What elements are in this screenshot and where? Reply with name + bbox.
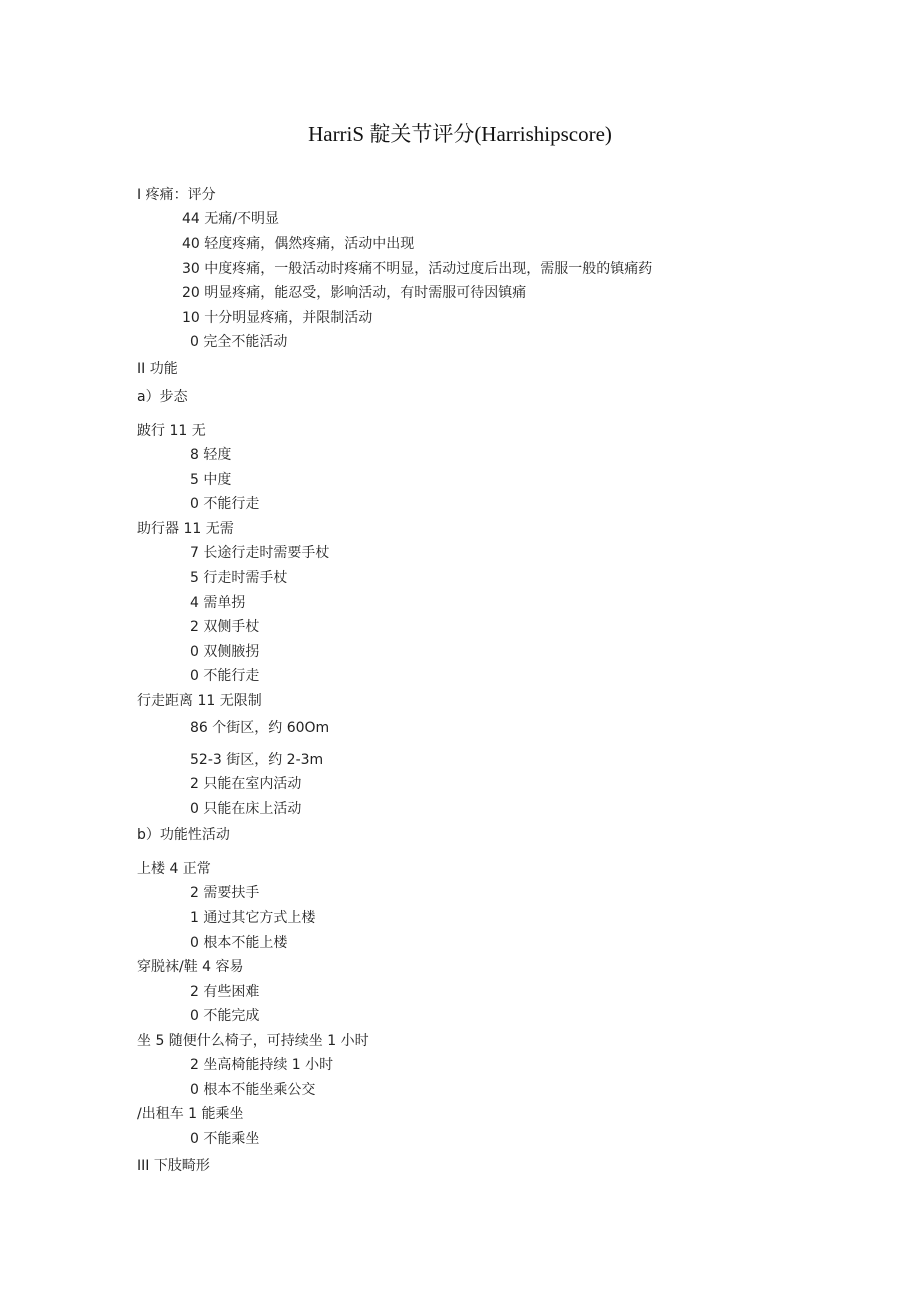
item-sitting: 坐 5 随便什么椅子，可持续坐 1 小时 bbox=[137, 1033, 369, 1049]
list-item: 0 只能在床上活动 bbox=[190, 801, 302, 817]
list-item: 7 长途行走时需要手杖 bbox=[190, 545, 330, 561]
list-item: 40 轻度疼痛，偶然疼痛，活动中出现 bbox=[182, 236, 415, 252]
list-item: 1 通过其它方式上楼 bbox=[190, 910, 316, 926]
list-item: 8 轻度 bbox=[190, 447, 232, 463]
list-item: 20 明显疼痛，能忍受，影响活动，有时需服可待因镇痛 bbox=[182, 285, 527, 301]
item-socks-shoes: 穿脱袜/鞋 4 容易 bbox=[137, 959, 244, 975]
list-item: 2 双侧手杖 bbox=[190, 619, 260, 635]
list-item: 44 无痛/不明显 bbox=[182, 211, 279, 227]
list-item: 30 中度疼痛，一般活动时疼痛不明显，活动过度后出现，需服一般的镇痛药 bbox=[182, 261, 653, 277]
list-item: 0 不能乘坐 bbox=[190, 1131, 260, 1147]
list-item: 2 只能在室内活动 bbox=[190, 776, 302, 792]
list-item: 2 需要扶手 bbox=[190, 885, 260, 901]
list-item: 0 不能行走 bbox=[190, 496, 260, 512]
section-pain-heading: I 疼痛：评分 bbox=[137, 187, 216, 203]
page-title: HarriS 靛关节评分(Harriship​score) bbox=[308, 122, 612, 146]
list-item: 0 根本不能上楼 bbox=[190, 935, 288, 951]
subsection-functional-activity-heading: b）功能性活动 bbox=[137, 827, 230, 843]
section-function-heading: II 功能 bbox=[137, 361, 178, 377]
list-item: 0 不能行走 bbox=[190, 668, 260, 684]
list-item: 0 完全不能活动 bbox=[190, 334, 288, 350]
list-item: 5 中度 bbox=[190, 472, 232, 488]
list-item: 2 有些困难 bbox=[190, 984, 260, 1000]
list-item: 0 双侧腋拐 bbox=[190, 644, 260, 660]
item-walking-aid: 助行器 11 无需 bbox=[137, 521, 234, 537]
item-walking-distance: 行走距离 11 无限制 bbox=[137, 693, 262, 709]
list-item: 4 需单拐 bbox=[190, 595, 246, 611]
list-item: 10 十分明显疼痛，并限制活动 bbox=[182, 310, 373, 326]
list-item: 0 不能完成 bbox=[190, 1008, 260, 1024]
item-stairs: 上楼 4 正常 bbox=[137, 861, 211, 877]
list-item: 0 根本不能坐乘公交 bbox=[190, 1082, 316, 1098]
list-item: 52-3 街区，约 2-3m bbox=[190, 752, 324, 768]
item-public-transport: /出租车 1 能乘坐 bbox=[137, 1106, 244, 1122]
section-deformity-heading: III 下肢畸形 bbox=[137, 1158, 210, 1174]
list-item: 5 行走时需手杖 bbox=[190, 570, 288, 586]
subsection-gait-heading: a）步态 bbox=[137, 389, 188, 405]
list-item: 86 个街区，约 60Om bbox=[190, 720, 330, 736]
list-item: 2 坐高椅能持续 1 小时 bbox=[190, 1057, 334, 1073]
item-limp: 跛行 11 无 bbox=[137, 423, 206, 439]
